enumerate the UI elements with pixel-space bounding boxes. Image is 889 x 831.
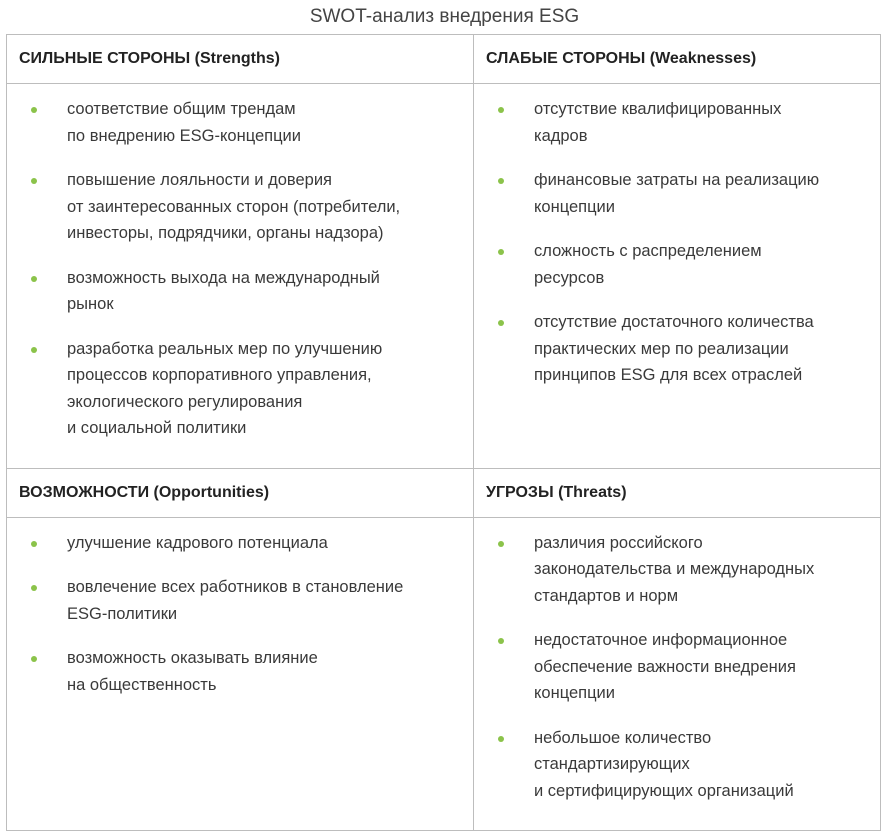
list-item xyxy=(494,725,870,805)
list-item-text-line: недостаточное информационное xyxy=(534,631,788,649)
bullet-dot-icon xyxy=(498,541,504,547)
header-row-bottom xyxy=(7,468,881,517)
list-item-text-line: концепции xyxy=(534,684,615,702)
weaknesses-heading: СЛАБЫЕ СТОРОНЫ (Weaknesses) xyxy=(474,35,881,84)
weaknesses-list xyxy=(474,84,881,469)
bullet-dot-icon xyxy=(31,276,37,282)
body-row-top xyxy=(7,84,881,469)
threats-heading: УГРОЗЫ (Threats) xyxy=(474,468,881,517)
list-item-text-line: отсутствие достаточного количества xyxy=(534,313,814,331)
list-item xyxy=(494,309,870,389)
list-item xyxy=(494,96,870,149)
list-item-text-line: стандартизирующих xyxy=(534,755,690,773)
list-item-text-line: разработка реальных мер по улучшению xyxy=(67,339,383,358)
list-item-text-line: сложность с распределением xyxy=(534,242,762,260)
opportunities-heading: ВОЗМОЖНОСТИ (Opportunities) xyxy=(7,468,474,517)
list-item-text-line: стандартов и норм xyxy=(534,586,679,605)
threats-list xyxy=(474,517,881,831)
list-item xyxy=(27,645,463,698)
page-title: SWOT-анализ внедрения ESG xyxy=(309,6,580,27)
list-item-text-line: обеспечение важности внедрения xyxy=(534,657,796,676)
list-item-text-line: вовлечение всех работников в становление xyxy=(67,578,404,596)
opportunities-list xyxy=(7,517,474,831)
list-item-text-line: на общественность xyxy=(67,675,217,694)
list-item-text-line: практических мер по реализации xyxy=(534,339,789,358)
list-item-text-line: соответствие общим трендам xyxy=(67,100,296,118)
bullet-dot-icon xyxy=(31,585,37,591)
list-item-text-line: законодательства и международных xyxy=(534,560,815,578)
list-item xyxy=(494,167,870,220)
list-item xyxy=(27,167,463,247)
list-item-text-line: инвесторы, подрядчики, органы надзора) xyxy=(67,224,384,242)
list-item-text-line: от заинтересованных сторон (потребители, xyxy=(67,197,401,216)
list-item xyxy=(494,238,870,291)
bullet-dot-icon xyxy=(498,638,504,644)
list-item-text-line: рынок xyxy=(67,295,114,313)
body-row-bottom xyxy=(7,517,881,831)
bullet-dot-icon xyxy=(31,347,37,353)
list-item-text-line: возможность оказывать влияние xyxy=(67,649,318,667)
list-item-text-line: процессов корпоративного управления, xyxy=(67,366,372,384)
list-item-text-line: небольшое количество xyxy=(534,728,712,747)
bullet-dot-icon xyxy=(31,178,37,184)
list-item-text-line: отсутствие квалифицированных xyxy=(534,100,782,118)
bullet-dot-icon xyxy=(498,736,504,742)
list-item xyxy=(27,96,463,149)
strengths-heading: СИЛЬНЫЕ СТОРОНЫ (Strengths) xyxy=(7,35,474,84)
list-item-text-line: улучшение кадрового потенциала xyxy=(67,533,328,552)
list-item xyxy=(27,530,463,557)
list-item-text-line: кадров xyxy=(534,126,588,145)
list-item-text-line: ресурсов xyxy=(534,268,605,287)
list-item-text-line: по внедрению ESG-концепции xyxy=(67,126,301,145)
bullet-dot-icon xyxy=(498,249,504,255)
header-row-top xyxy=(7,35,881,84)
list-item xyxy=(27,574,463,627)
bullet-dot-icon xyxy=(31,107,37,113)
strengths-list xyxy=(7,84,474,469)
list-item-text-line: ESG-политики xyxy=(67,604,178,623)
list-item xyxy=(494,627,870,707)
bullet-dot-icon xyxy=(31,656,37,662)
bullet-dot-icon xyxy=(498,178,504,184)
list-item-text-line: и сертифицирующих организаций xyxy=(534,781,794,800)
list-item-text-line: возможность выхода на международный xyxy=(67,268,380,287)
bullet-dot-icon xyxy=(498,107,504,113)
list-item-text-line: принципов ESG для всех отраслей xyxy=(534,366,803,384)
list-item-text-line: экологического регулирования xyxy=(67,392,303,411)
swot-table xyxy=(6,34,881,831)
bullet-dot-icon xyxy=(31,541,37,547)
list-item xyxy=(27,336,463,442)
list-item-text-line: концепции xyxy=(534,197,615,216)
list-item-text-line: повышение лояльности и доверия xyxy=(67,171,332,189)
list-item-text-line: и социальной политики xyxy=(67,419,247,437)
list-item-text-line: различия российского xyxy=(534,533,703,552)
list-item-text-line: финансовые затраты на реализацию xyxy=(534,171,820,189)
list-item xyxy=(27,265,463,318)
list-item xyxy=(494,530,870,610)
bullet-dot-icon xyxy=(498,320,504,326)
